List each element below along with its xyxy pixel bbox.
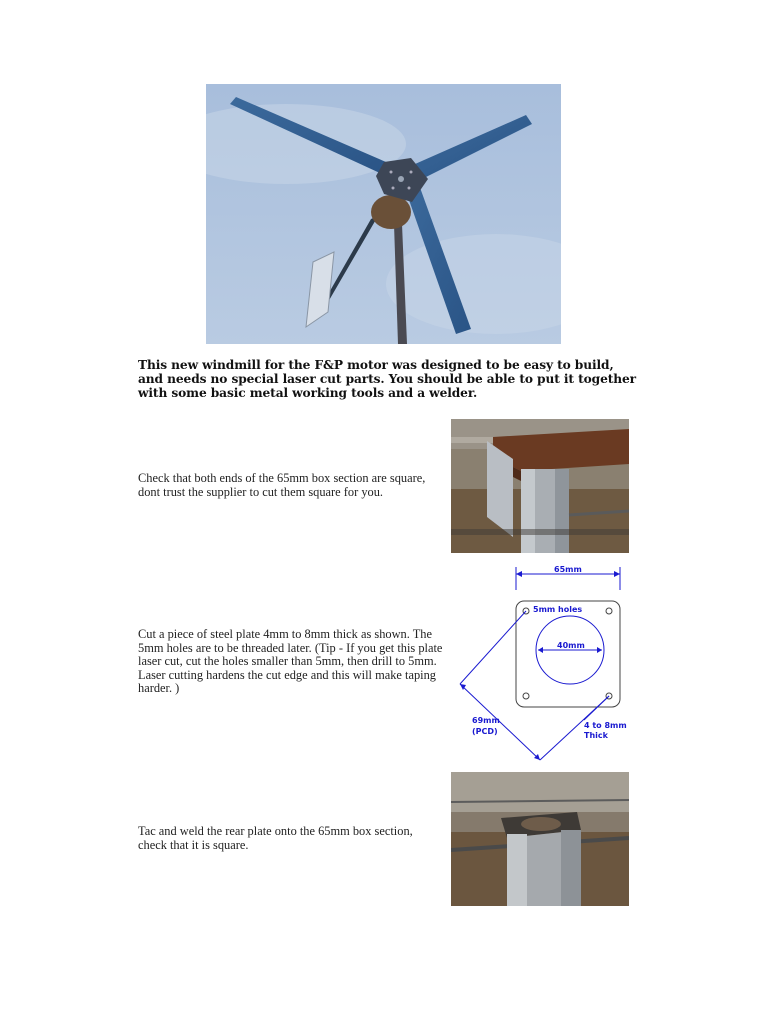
pcd-label-1: 69mm (472, 716, 500, 725)
plate-diagram (454, 560, 630, 766)
holes-label: 5mm holes (533, 605, 583, 614)
welded-plate-photo (451, 772, 629, 906)
step-1-text: Check that both ends of the 65mm box section are square, dont trust the supplier to cut them square for you. (138, 471, 426, 499)
plate-diagram-svg (454, 560, 630, 766)
center-label: 40mm (557, 641, 585, 650)
pcd-label-2: (PCD) (472, 727, 498, 736)
width-label: 65mm (554, 565, 582, 574)
intro-paragraph: This new windmill for the F&P motor was designed to be easy to build, and needs no special laser cut parts. You should be able to put it together with some basic metal working tools and a welder. (138, 358, 636, 400)
step-3-text: Tac and weld the rear plate onto the 65mm box section, check that it is square. (138, 824, 413, 852)
box-section-photo (451, 419, 629, 553)
windmill-photo (206, 84, 561, 344)
thick-label-2: Thick (584, 731, 608, 740)
thick-label-1: 4 to 8mm (584, 721, 627, 730)
step-2-text: Cut a piece of steel plate 4mm to 8mm thick as shown. The 5mm holes are to be threaded later. (Tip - If you get this plate laser cut, cut the holes smaller than 5mm, then drill to 5mm. Laser cutting hardens the cut edge and this will make taping harder. ) (138, 627, 443, 695)
